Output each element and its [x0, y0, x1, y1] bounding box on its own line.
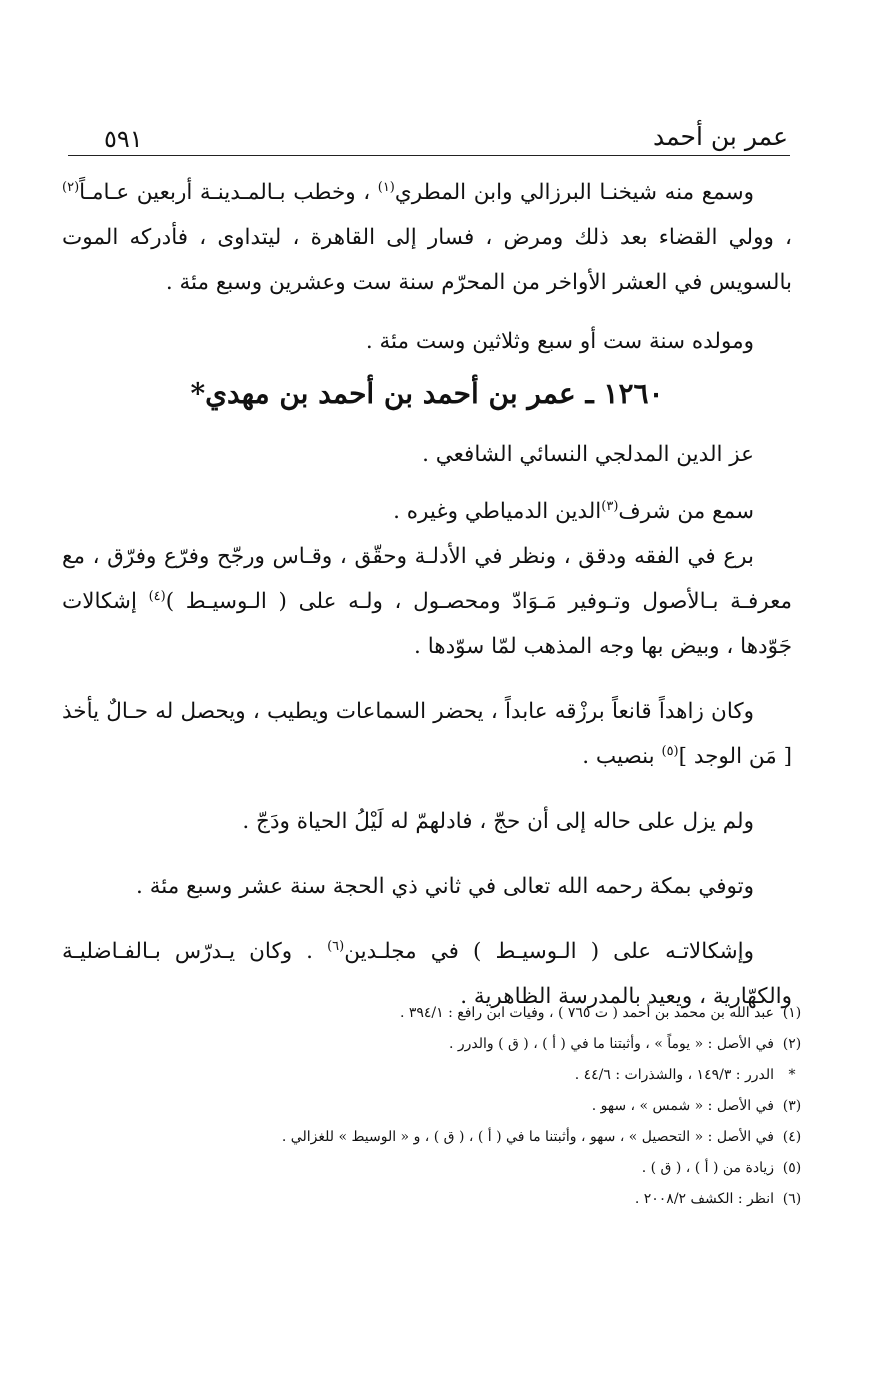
- paragraph-5-part-1: برع في الفقه ودقق ، ونظر في الأدلـة وحقّق ، وقـاس ورجّح وفرّع وفرّق ، مع معرفـة بـالأصول وتـوفير مَـوَادّ ومحصـول ، ولـه على ( الـوسيـط ): [62, 544, 793, 614]
- footnote-text: في الأصل : « يوماً » ، وأثبتنا ما في ( أ ) ، ( ق ) والدرر .: [448, 1036, 774, 1052]
- footnote-marker: (٥): [782, 1160, 802, 1176]
- paragraph-7: ولم يزل على حاله إلى أن حجّ ، فادلهمّ له لَيْلُ الحياة ودَجّ .: [242, 809, 754, 834]
- page-number: ٥٩١: [104, 125, 143, 153]
- footnote-text: انظر : الكشف ٢٠٠٨/٢ .: [634, 1191, 774, 1207]
- footnote-2: [110, 1029, 810, 1060]
- paragraph-8: وتوفي بمكة رحمه الله تعالى في ثاني ذي الحجة سنة عشر وسبع مئة .: [136, 874, 754, 899]
- footnote-entry-source: [110, 1060, 810, 1091]
- paragraph-2: ومولده سنة ست أو سبع وثلاثين وست مئة .: [365, 329, 754, 354]
- footnote-text: في الأصل : « شمس » ، سهو .: [591, 1098, 774, 1114]
- paragraph-3: عز الدين المدلجي النسائي الشافعي .: [422, 442, 754, 467]
- paragraph-4-part-1: سمع من شرف: [618, 499, 754, 524]
- paragraph-1-part-3: ، وولي القضاء بعد ذلك ومرض ، فسار إلى القاهرة ، ليتداوى ، فأدركه الموت بالسويس في العشر الأواخر من المحرّم سنة ست وعشرين وسبع مئة .: [62, 225, 792, 295]
- footnote-ref-4: (٤): [148, 588, 166, 604]
- footnote-marker: (٣): [782, 1098, 802, 1114]
- footnote-marker: (٢): [782, 1036, 802, 1052]
- footnote-text: في الأصل : « التحصيل » ، سهو ، وأثبتنا ما في ( أ ) ، ( ق ) ، و « الوسيط » للغزالي .: [281, 1129, 774, 1145]
- footnote-5: [110, 1153, 810, 1184]
- footnote-ref-3: (٣): [601, 498, 619, 514]
- running-header-title: عمر بن أحمد: [652, 122, 788, 151]
- footnote-1: [110, 998, 810, 1029]
- header-rule: [68, 155, 790, 156]
- footnote-6: [110, 1184, 810, 1215]
- paragraph-5: [62, 534, 792, 669]
- footnote-marker: (٦): [782, 1191, 802, 1207]
- footnote-ref-1: (١): [377, 179, 395, 195]
- footnote-marker: *: [788, 1067, 796, 1083]
- footnote-text: الدرر : ١٤٩/٣ ، والشذرات : ٤٤/٦ .: [574, 1067, 774, 1083]
- paragraph-1-part-2: ، وخطب بـالمـدينـة أربعين عـامـاً: [79, 180, 378, 205]
- main-text: [62, 170, 792, 1019]
- footnotes: [110, 998, 810, 1215]
- footnote-marker: (٤): [782, 1129, 802, 1145]
- paragraph-1-part-1: وسمع منه شيخنـا البرزالي وابن المطري: [394, 180, 754, 205]
- footnote-4: [110, 1122, 810, 1153]
- footnote-text: عبد الله بن محمد بن أحمد ( ت ٧٦٥ ) ، وفيات ابن رافع : ٣٩٤/١ .: [399, 1005, 774, 1021]
- paragraph-9-part-1: وإشكالاتـه على ( الـوسيـط ) في مجلـدين: [344, 939, 754, 964]
- paragraph-9-part-2: . وكان يـدرّس بـالفـاضليـة والكهّارية ، ويعيد بالمدرسة الظاهرية .: [62, 939, 792, 1009]
- footnote-ref-6: (٦): [327, 938, 345, 954]
- footnote-marker: (١): [782, 1005, 802, 1021]
- paragraph-6-part-1: وكان زاهداً قانعاً برزْقه عابداً ، يحضر السماعات ويطيب ، ويحصل له حـالٌ يأخذ [ مَن الوجد ]: [62, 699, 792, 769]
- entry-heading: ١٢٦٠ ـ عمر بن أحمد بن أحمد بن مهدي*: [190, 377, 664, 410]
- running-header: [68, 116, 790, 156]
- paragraph-6-part-2: بنصيب .: [582, 744, 662, 769]
- paragraph-6: [62, 689, 792, 779]
- footnote-text: زيادة من ( أ ) ، ( ق ) .: [641, 1160, 774, 1176]
- paragraph-4: [62, 489, 792, 534]
- paragraph-1: [62, 170, 792, 305]
- paragraph-4-part-2: الدين الدمياطي وغيره .: [393, 499, 602, 524]
- footnote-3: [110, 1091, 810, 1122]
- paragraph-5-part-2: إشكالات جَوّدها ، وبيض بها وجه المذهب لمّا سوّدها .: [62, 589, 792, 659]
- footnote-ref-2: (٢): [62, 179, 80, 195]
- footnote-ref-5: (٥): [661, 743, 679, 759]
